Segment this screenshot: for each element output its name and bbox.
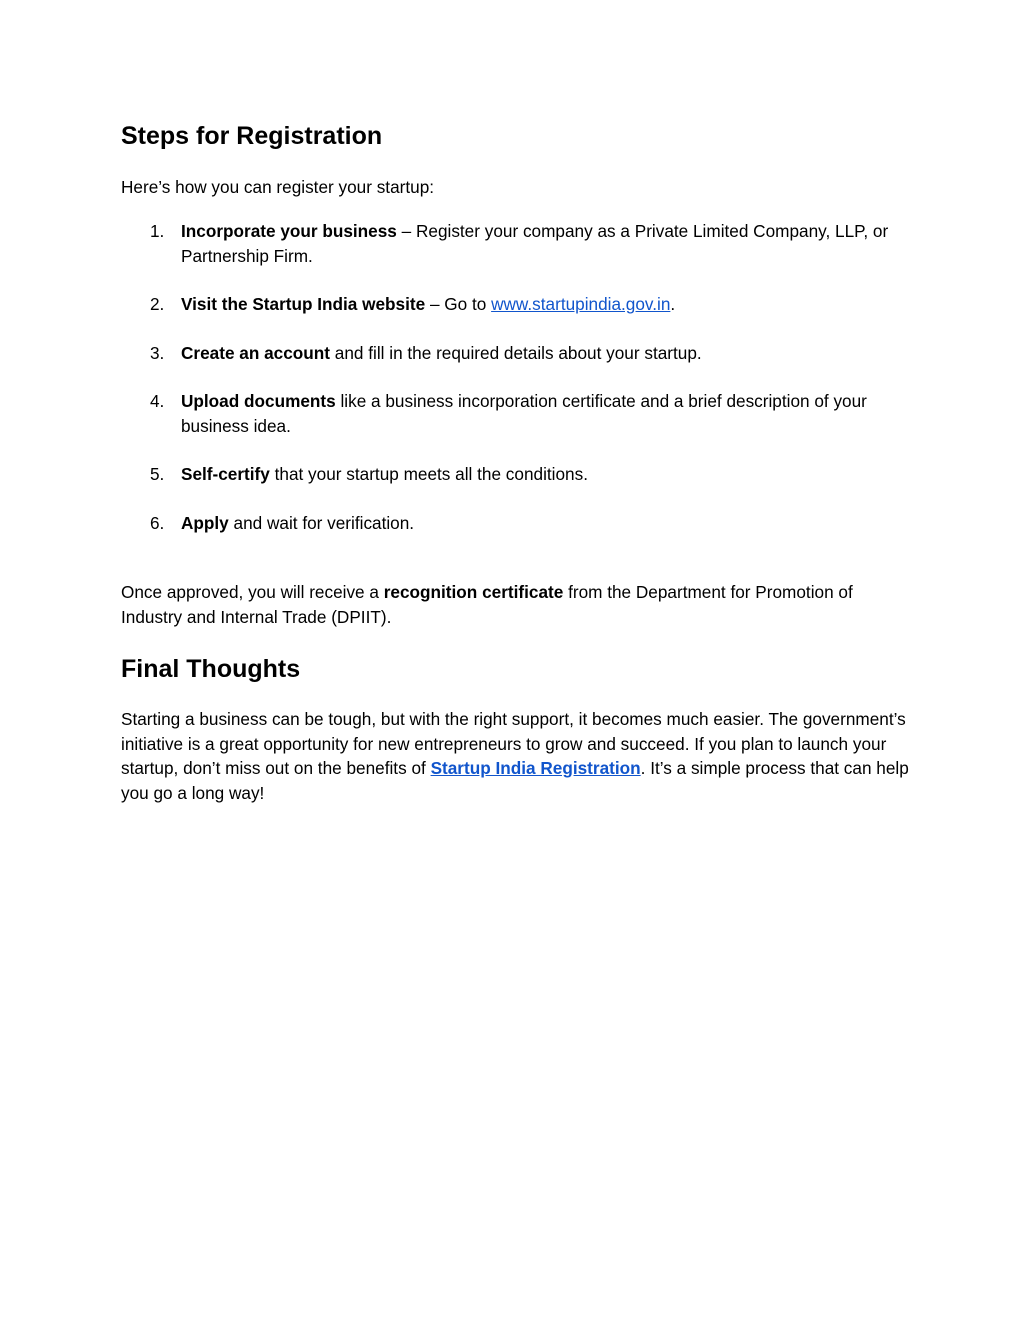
section-heading-final-thoughts: Final Thoughts <box>121 655 301 683</box>
final-text: Starting a business can be tough, but with the right support, it becomes much easier. The government’s initiative is a great opportunity for new entrepreneurs to grow and succeed. If you plan to launch your startup, don’t miss out on the benefits of <box>121 709 906 778</box>
step-text: and fill in the required details about your startup. <box>330 343 702 363</box>
startup-india-registration-link[interactable]: Startup India Registration <box>430 758 641 778</box>
step-text: like a business incorporation certificate and a brief description of your business idea. <box>181 391 867 436</box>
list-item <box>150 389 891 438</box>
approval-paragraph <box>121 580 911 629</box>
list-number: 6. <box>150 513 165 533</box>
step-title: Apply <box>181 513 229 533</box>
approval-text: Once approved, you will receive a <box>121 582 384 602</box>
approval-text: from the Department for Promotion of Industry and Internal Trade (DPIIT). <box>121 582 853 627</box>
startupindia-website-link[interactable]: www.startupindia.gov.in <box>491 294 671 314</box>
step-text: – Go to <box>425 294 492 314</box>
list-number: 1. <box>150 221 165 241</box>
list-item <box>150 292 891 317</box>
list-number: 5. <box>150 464 165 484</box>
list-item <box>150 462 891 487</box>
list-item <box>150 219 891 268</box>
list-item <box>150 341 891 366</box>
step-text: – Register your company as a Private Limited Company, LLP, or Partnership Firm. <box>181 221 889 266</box>
step-title: Self-certify <box>181 464 270 484</box>
final-thoughts-paragraph <box>121 707 911 805</box>
list-number: 3. <box>150 343 165 363</box>
step-title: Create an account <box>181 343 331 363</box>
step-text: and wait for verification. <box>228 513 415 533</box>
step-title: Visit the Startup India website <box>181 294 426 314</box>
step-text: . <box>670 294 676 314</box>
step-title: Upload documents <box>181 391 336 411</box>
list-number: 2. <box>150 294 165 314</box>
step-title: Incorporate your business <box>181 221 397 241</box>
section-heading-steps: Steps for Registration <box>121 122 383 150</box>
list-item <box>150 511 891 536</box>
final-text: . It’s a simple process that can help you go a long way! <box>121 758 909 803</box>
recognition-certificate-text: recognition certificate <box>383 582 564 602</box>
intro-paragraph: Here’s how you can register your startup: <box>121 177 435 197</box>
step-text: that your startup meets all the conditions. <box>269 464 588 484</box>
list-number: 4. <box>150 391 165 411</box>
